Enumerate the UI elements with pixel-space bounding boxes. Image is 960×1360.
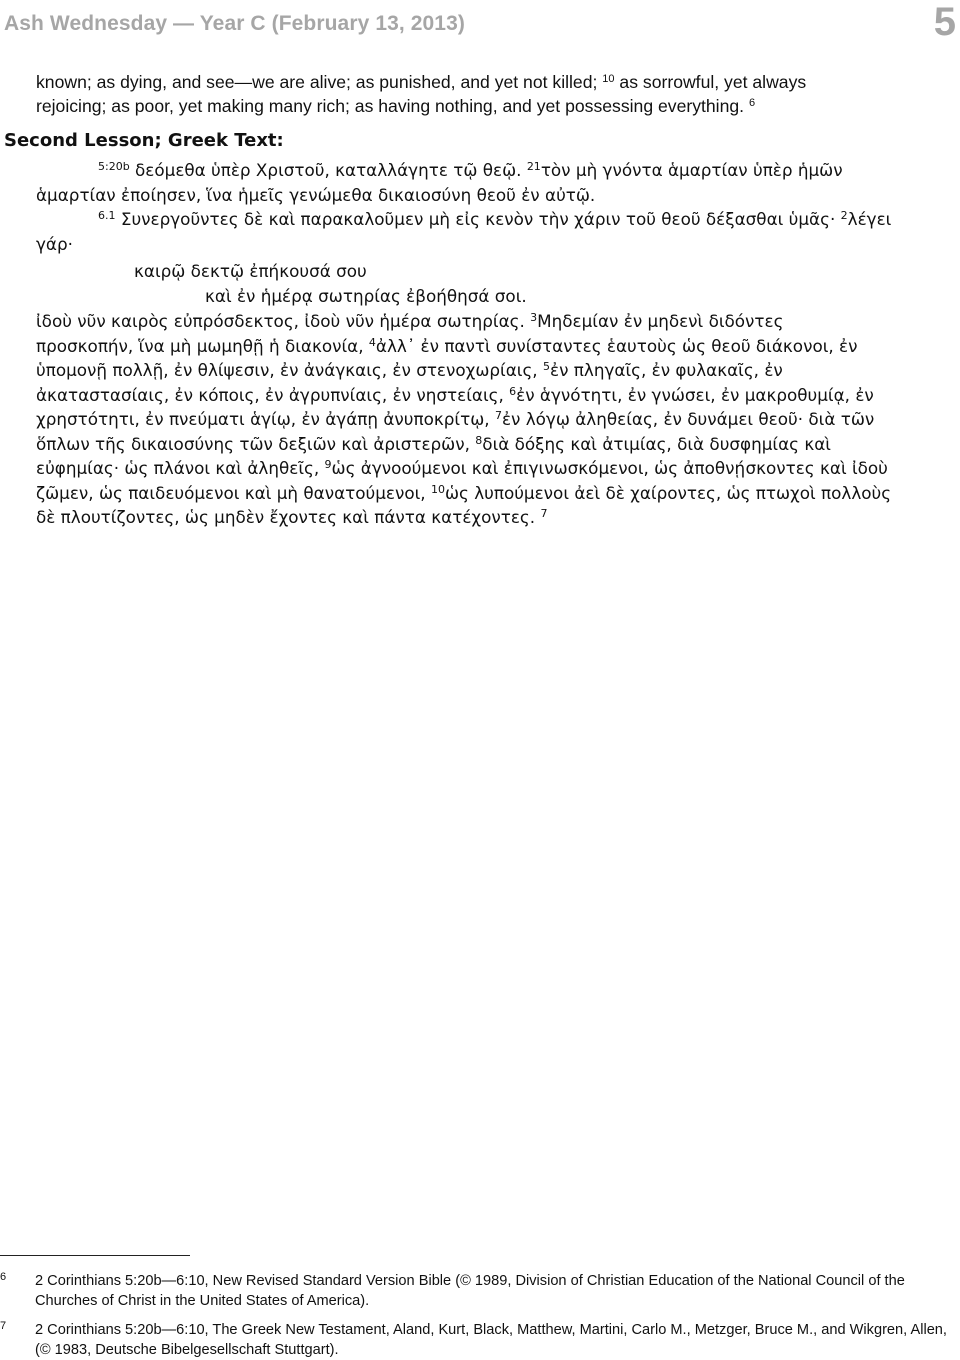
greek-paragraph-3 bbox=[36, 309, 956, 530]
verse-reference: 5:20b bbox=[98, 160, 130, 173]
greek-text: δὲ πλουτίζοντες, ὡς μηδὲν ἔχοντες καὶ πάντα κατέχοντες. bbox=[36, 507, 536, 527]
verse-number: 4 bbox=[368, 335, 376, 349]
verse-number: 3 bbox=[530, 311, 538, 324]
greek-text: λέγει bbox=[847, 209, 892, 229]
greek-paragraph-2 bbox=[36, 207, 956, 256]
footnote-7 bbox=[0, 1320, 956, 1360]
greek-text: γάρ· bbox=[36, 233, 73, 254]
greek-text: ὑπομονῇ πολλῇ, ἐν θλίψεσιν, ἐν ἀνάγκαις, ἐν στενοχωρίαις, bbox=[36, 360, 538, 380]
greek-text: ἰδοὺ νῦν καιρὸς εὐπρόσδεκτος, ἰδοὺ νῦν ἡμέρα σωτηρίας. bbox=[36, 311, 525, 331]
greek-text: ἐν πληγαῖς, ἐν φυλακαῖς, ἐν bbox=[550, 360, 783, 380]
page-number: 5 bbox=[933, 0, 956, 44]
english-text: rejoicing; as poor, yet making many rich; as having nothing, and yet possessing everything. bbox=[36, 96, 745, 116]
verse-number: 5 bbox=[543, 360, 550, 373]
greek-text: χρηστότητι, ἐν πνεύματι ἁγίῳ, ἐν ἀγάπῃ ἀνυποκρίτῳ, bbox=[36, 409, 490, 429]
verse-number: 8 bbox=[475, 433, 483, 447]
greek-text: προσκοπήν, ἵνα μὴ μωμηθῇ ἡ διακονία, bbox=[36, 335, 364, 356]
verse-number: 21 bbox=[526, 160, 541, 173]
greek-text: Μηδεμίαν ἐν μηδενὶ διδόντες bbox=[537, 311, 784, 331]
greek-text: ἐν ἁγνότητι, ἐν γνώσει, ἐν μακροθυμίᾳ, ἐν bbox=[516, 384, 874, 405]
english-text: as sorrowful, yet always bbox=[619, 72, 807, 92]
footnote-mark: 7 bbox=[0, 1320, 7, 1332]
greek-text: ὅπλων τῆς δικαιοσύνης τῶν δεξιῶν καὶ ἀριστερῶν, bbox=[36, 433, 470, 454]
verse-number: 6 bbox=[509, 384, 517, 398]
verse-number: 2 bbox=[840, 209, 848, 222]
verse-number: 10 bbox=[602, 73, 615, 85]
greek-text: εὐφημίας· ὡς πλάνοι καὶ ἀληθεῖς, bbox=[36, 458, 320, 478]
footnote-text: 2 Corinthians 5:20b—6:10, New Revised Standard Version Bible (© 1989, Division of Christian Education of the National Council of the Churches of Christ in the United States of America). bbox=[35, 1273, 905, 1309]
verse-number: 10 bbox=[430, 482, 445, 496]
greek-quotation-line-2: καὶ ἐν ἡμέρᾳ σωτηρίας ἐβοήθησά σοι. bbox=[205, 286, 527, 306]
greek-text: τὸν μὴ γνόντα ἁμαρτίαν ὑπὲρ ἡμῶν bbox=[540, 160, 843, 180]
footnote-text: 2 Corinthians 5:20b—6:10, The Greek New Testament, Aland, Kurt, Black, Matthew, Martini, Carlo M., Metzger, Bruce M., and Wikgren, Allen, (© 1983, Deutsche Bibelgesellschaft Stuttgart). bbox=[35, 1322, 947, 1358]
greek-text: ἐν λόγῳ ἀληθείας, ἐν δυνάμει θεοῦ· διὰ τῶν bbox=[501, 409, 875, 429]
footnote-reference[interactable]: 6 bbox=[748, 97, 756, 109]
greek-text: Συνεργοῦντες δὲ καὶ παρακαλοῦμεν μὴ εἰς κενὸν τὴν χάριν τοῦ θεοῦ δέξασθαι ὑμᾶς· bbox=[120, 209, 836, 229]
english-lesson-paragraph bbox=[36, 70, 952, 118]
verse-number: 7 bbox=[494, 409, 502, 422]
footnote-6 bbox=[0, 1271, 956, 1311]
greek-text: ὡς ἀγνοούμενοι καὶ ἐπιγινωσκόμενοι, ὡς ἀποθνῄσκοντες καὶ ἰδοὺ bbox=[331, 458, 888, 478]
greek-text: ὡς λυπούμενοι ἀεὶ δὲ χαίροντες, ὡς πτωχοὶ πολλοὺς bbox=[444, 482, 892, 503]
english-text: known; as dying, and see—we are alive; as punished, and yet not killed; bbox=[36, 72, 598, 92]
verse-reference: 6.1 bbox=[98, 209, 116, 222]
footnote-reference[interactable]: 7 bbox=[540, 507, 548, 520]
greek-text: ἀκαταστασίαις, ἐν κόποις, ἐν ἀγρυπνίαις, ἐν νηστείαις, bbox=[36, 384, 504, 405]
section-heading: Second Lesson; Greek Text: bbox=[4, 130, 284, 151]
greek-text: ἀλλ᾽ ἐν παντὶ συνίσταντες ἑαυτοὺς ὡς θεοῦ διάκονοι, ἐν bbox=[375, 335, 858, 356]
footnote-divider bbox=[0, 1255, 190, 1256]
running-header-title: Ash Wednesday — Year C (February 13, 2013) bbox=[4, 12, 465, 35]
greek-text: ἁμαρτίαν ἐποίησεν, ἵνα ἡμεῖς γενώμεθα δικαιοσύνη θεοῦ ἐν αὐτῷ. bbox=[36, 184, 596, 205]
footnote-mark: 6 bbox=[0, 1271, 7, 1283]
greek-text: δεόμεθα ὑπὲρ Χριστοῦ, καταλλάγητε τῷ θεῷ. bbox=[135, 160, 522, 180]
greek-quotation-line-1: καιρῷ δεκτῷ ἐπήκουσά σου bbox=[134, 261, 367, 281]
greek-text: ζῶμεν, ὡς παιδευόμενοι καὶ μὴ θανατούμενοι, bbox=[36, 482, 426, 503]
greek-paragraph-1 bbox=[36, 158, 956, 207]
verse-number: 9 bbox=[324, 458, 332, 471]
greek-text: διὰ δόξης καὶ ἀτιμίας, διὰ δυσφημίας καὶ bbox=[482, 433, 831, 454]
